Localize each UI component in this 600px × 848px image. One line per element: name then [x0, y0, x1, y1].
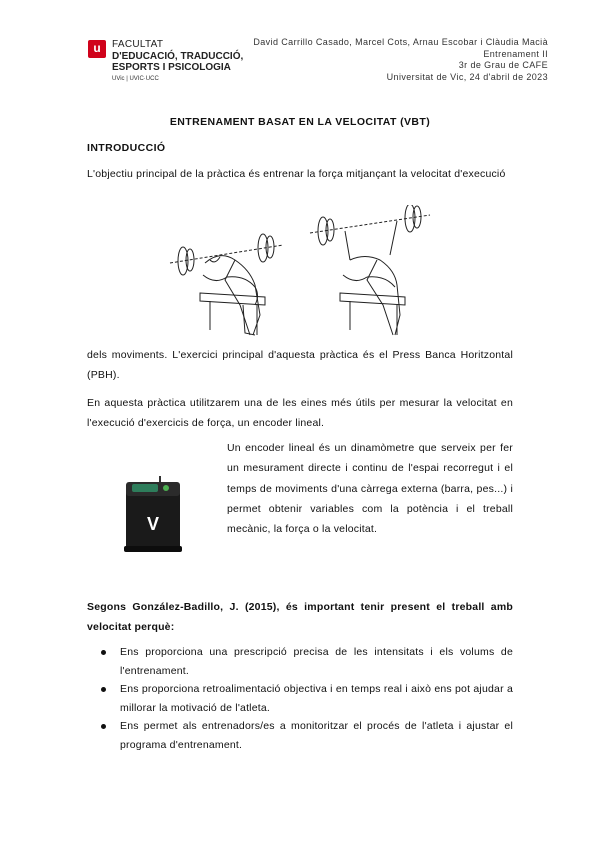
paragraph-3: En aquesta pràctica utilitzarem una de les eines més útils per mesurar la velocitat en l'execució d'exercicis de força, un encoder lineal.: [87, 397, 513, 429]
paragraph-4: Un encoder lineal és un dinamòmetre que serveix per fer un mesurament directe i continu de l'espai recorregut i el temps de moviments d'una càrrega externa (barra, pes...) i permet obtenir variables com la potència i el treball mecànic, la força o la velocitat.: [227, 442, 513, 536]
list-item-text: Ens proporciona retroalimentació objectiva i en temps real i això ens pot ajudar a millorar la motivació de l'atleta.: [120, 683, 513, 714]
header-meta: [253, 37, 548, 83]
list-item-text: Ens permet als entrenadors/es a monitoritzar el procés de l'atleta i ajustar el programa d'entrenament.: [120, 720, 513, 751]
linear-encoder-image: [120, 474, 184, 554]
faculty-line-2: D'EDUCACIÓ, TRADUCCIÓ,: [112, 50, 244, 62]
bench-press-figure-top: [310, 205, 430, 335]
faculty-line-3: ESPORTS I PSICOLOGIA: [112, 62, 231, 73]
bench-press-illustration: [165, 205, 435, 343]
paragraph-1: L'objectiu principal de la pràctica és entrenar la força mitjançant la velocitat d'execució: [87, 168, 506, 180]
benefits-list: [87, 643, 513, 755]
university-logo: [88, 40, 106, 58]
authors: David Carrillo Casado, Marcel Cots, Arnau Escobar i Clàudia Macià: [253, 37, 548, 47]
document-title: ENTRENAMENT BASAT EN LA VELOCITAT (VBT): [169, 116, 431, 128]
list-item: [87, 643, 513, 680]
list-item: [87, 680, 513, 717]
bullet-icon: [101, 724, 106, 729]
paragraph-2: dels moviments. L'exercici principal d'aquesta pràctica és el Press Banca Horitzontal (PBH).: [87, 349, 513, 381]
list-item: [87, 717, 513, 754]
list-item-text: Ens proporciona una prescripció precisa de les intensitats i els volums de l'entrenament.: [120, 646, 513, 677]
course: Entrenament II: [483, 48, 548, 59]
degree: 3r de Grau de CAFE: [458, 60, 548, 70]
paragraph-5: Segons González-Badillo, J. (2015), és important tenir present el treball amb velocitat perquè:: [87, 601, 513, 633]
bench-press-figure-bottom: [170, 234, 283, 335]
place-date: Universitat de Vic, 24 d'abril de 2023: [386, 71, 548, 82]
faculty-name: [112, 39, 243, 84]
device-label: V: [146, 514, 160, 534]
bullet-icon: [101, 687, 106, 692]
faculty-line-1: FACULTAT: [112, 39, 164, 50]
bullet-icon: [101, 650, 106, 655]
logo-letter: u: [93, 41, 101, 55]
section-heading: INTRODUCCIÓ: [87, 142, 166, 154]
university-small: UVic | UVIC·UCC: [112, 75, 159, 82]
